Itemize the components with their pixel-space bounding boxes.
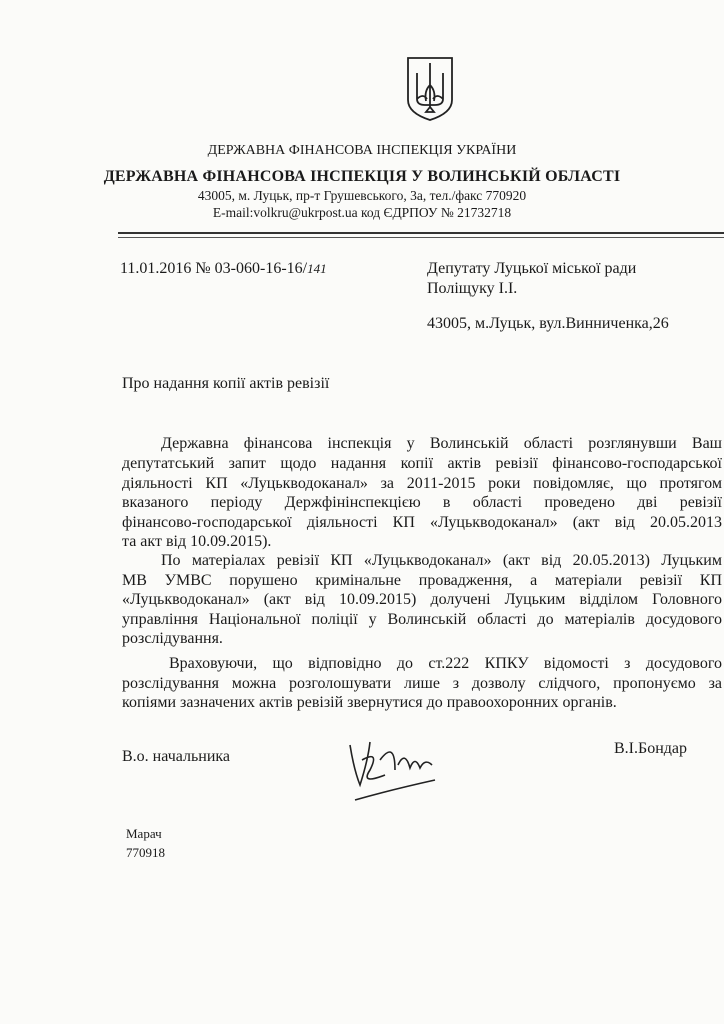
office-address: 43005, м. Луцьк, пр-т Грушевського, 3а, тел./факс 770920	[197, 188, 527, 203]
signer-name: В.І.Бондар	[614, 740, 687, 757]
body-line: та акт від 10.09.2015).	[122, 533, 272, 550]
body-line: розслідування.	[122, 630, 223, 647]
handwritten-number: 141	[307, 261, 327, 276]
body-line: копіями зазначених актів ревізій звернутися до правоохоронних органів.	[122, 694, 617, 711]
recipient-line1: Депутату Луцької міської ради	[427, 260, 637, 277]
reference-number	[120, 260, 327, 278]
signature-mark	[340, 730, 440, 805]
subject-line: Про надання копії актів ревізії	[122, 375, 330, 392]
header-divider	[118, 232, 724, 238]
body-line: управління Національної поліції у Волинській області до матеріалів досудового	[122, 611, 722, 628]
recipient-line2: Поліщуку І.І.	[427, 280, 518, 297]
ministry-name: ДЕРЖАВНА ФІНАНСОВА ІНСПЕКЦІЯ УКРАЇНИ	[207, 143, 517, 158]
recipient-address: 43005, м.Луцьк, вул.Винниченка,26	[427, 315, 669, 332]
body-line: «Луцькводоканал» (акт від 10.09.2015) долучені Луцьким відділом Головного	[122, 591, 722, 608]
body-line: депутатський запит щодо надання копії актів ревізії фінансово-господарської	[122, 455, 722, 472]
body-line: вказаного періоду Держфінінспекцією в області проведено дві ревізії	[122, 494, 722, 511]
body-line: фінансово-господарської діяльності КП «Луцькводоканал» (акт від 20.05.2013	[122, 514, 722, 531]
office-contacts: E-mail:volkru@ukrpost.ua код ЄДРПОУ № 21732718	[212, 205, 512, 220]
office-name: ДЕРЖАВНА ФІНАНСОВА ІНСПЕКЦІЯ У ВОЛИНСЬКІЙ ОБЛАСТІ	[103, 168, 621, 185]
body-line: діяльності КП «Луцькводоканал» за 2011-2015 роки повідомляє, що протягом	[122, 475, 722, 492]
body-line: розслідування можна розголошувати лише з дозволу слідчого, пропонуємо за	[122, 675, 722, 692]
trident-emblem-icon	[405, 55, 455, 123]
body-line: Державна фінансова інспекція у Волинській області розглянувши Ваш	[161, 435, 722, 452]
executor-name: Марач	[126, 826, 162, 841]
body-line: По матеріалах ревізії КП «Луцькводоканал» (акт від 20.05.2013) Луцьким	[161, 552, 722, 569]
body-line: МВ УМВС порушено кримінальне провадження, а матеріали ревізії КП	[122, 572, 722, 589]
signer-position: В.о. начальника	[122, 748, 231, 765]
reference-text: 11.01.2016 № 03-060-16-16/	[120, 260, 308, 277]
executor-phone: 770918	[126, 845, 165, 860]
body-line: Враховуючи, що відповідно до ст.222 КПКУ відомості з досудового	[169, 655, 722, 672]
